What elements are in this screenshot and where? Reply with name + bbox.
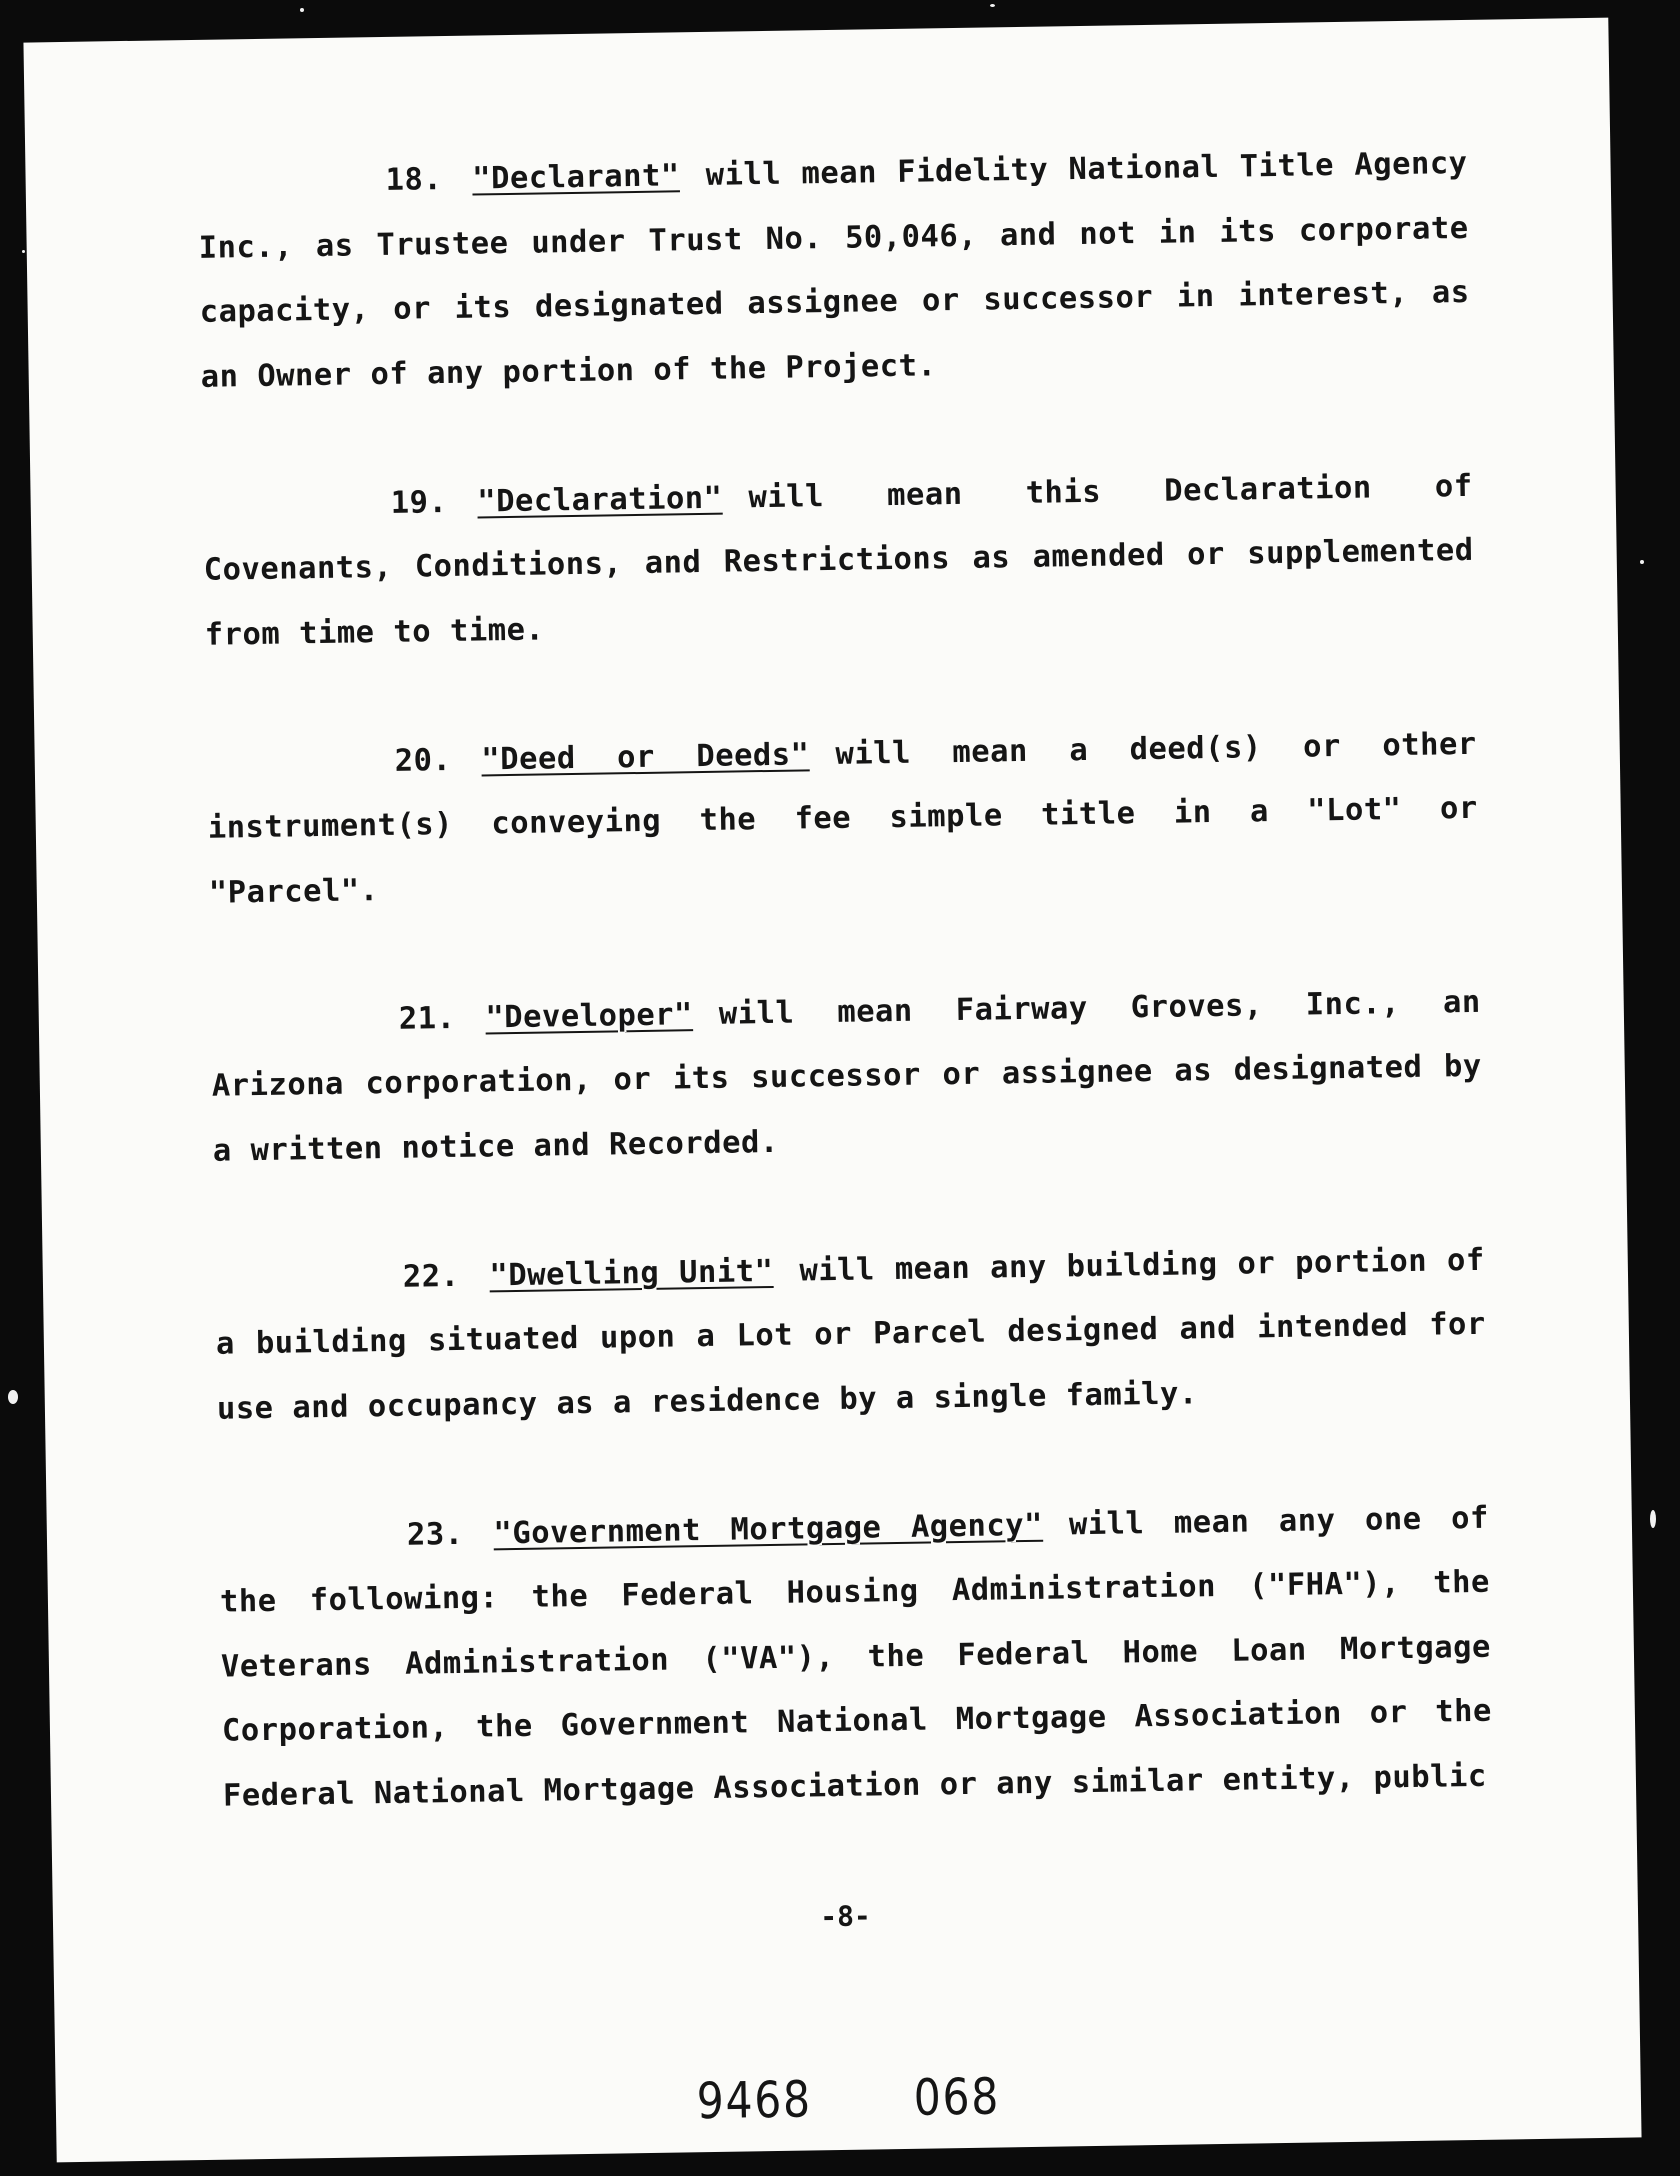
- definition-20: [206, 712, 1479, 925]
- definitions-list: [197, 132, 1494, 1893]
- definition-text: will mean any one of the following: the Federal Housing Administration ("FHA"), the Veterans Administration ("VA"), the Federal Home Loan Mortgage Corporation, the Government National Mortgage Association or the Federal National Mortgage Association or any similar entity, public: [219, 1500, 1493, 1814]
- document-id: [174, 2059, 1522, 2138]
- definition-term: "Dwelling Unit": [489, 1253, 774, 1293]
- document-page: [23, 18, 1641, 2163]
- definition-22: [214, 1228, 1487, 1441]
- definition-number: 19.: [390, 484, 448, 521]
- definition-18: [197, 132, 1471, 410]
- definition-21: [210, 970, 1483, 1183]
- scan-speck: [1650, 1510, 1656, 1528]
- definition-term: "Developer": [485, 996, 694, 1035]
- definition-term: "Declarant": [471, 158, 680, 197]
- definition-number: 18.: [385, 162, 443, 198]
- page-number: -8-: [819, 1899, 872, 1934]
- definition-number: 21.: [398, 1000, 456, 1037]
- definition-text: will mean Fairway Groves, Inc., an Arizona corporation, or its successor or assignee as designated by a written notice and Recorded.: [211, 984, 1482, 1169]
- definition-text: will mean this Declaration of Covenants, Conditions, and Restrictions as amended or supplemented from time to time.: [203, 468, 1474, 653]
- definition-number: 23.: [406, 1516, 464, 1553]
- definition-23: [218, 1486, 1493, 1828]
- definition-term: "Deed or Deeds": [481, 736, 810, 777]
- definition-text: will mean a deed(s) or other instrument(s) conveying the fee simple title in a "Lot" or "Parcel".: [207, 726, 1478, 911]
- document-id-right: 068: [913, 2067, 1001, 2127]
- definition-term: "Declaration": [477, 480, 723, 520]
- definition-term: "Government Mortgage Agency": [493, 1507, 1044, 1551]
- scan-speck: [22, 250, 25, 253]
- definition-number: 20.: [394, 742, 452, 779]
- definition-number: 22.: [402, 1258, 460, 1295]
- scan-speck: [1640, 560, 1644, 564]
- scan-speck: [300, 8, 304, 12]
- scan-speck: [990, 4, 995, 7]
- scan-speck: [8, 1390, 18, 1404]
- definition-text: will mean Fidelity National Title Agency Inc., as Trustee under Trust No. 50,046, and not in its corporate capacity, or its designated assignee or successor in interest, as an Owner of any portion of the Project.: [198, 145, 1470, 395]
- definition-text: will mean any building or portion of a building situated upon a Lot or Parcel designed and intended for use and occupancy as a residence by a single family.: [215, 1242, 1487, 1427]
- definition-19: [202, 454, 1475, 667]
- document-id-left: 9468: [696, 2070, 813, 2131]
